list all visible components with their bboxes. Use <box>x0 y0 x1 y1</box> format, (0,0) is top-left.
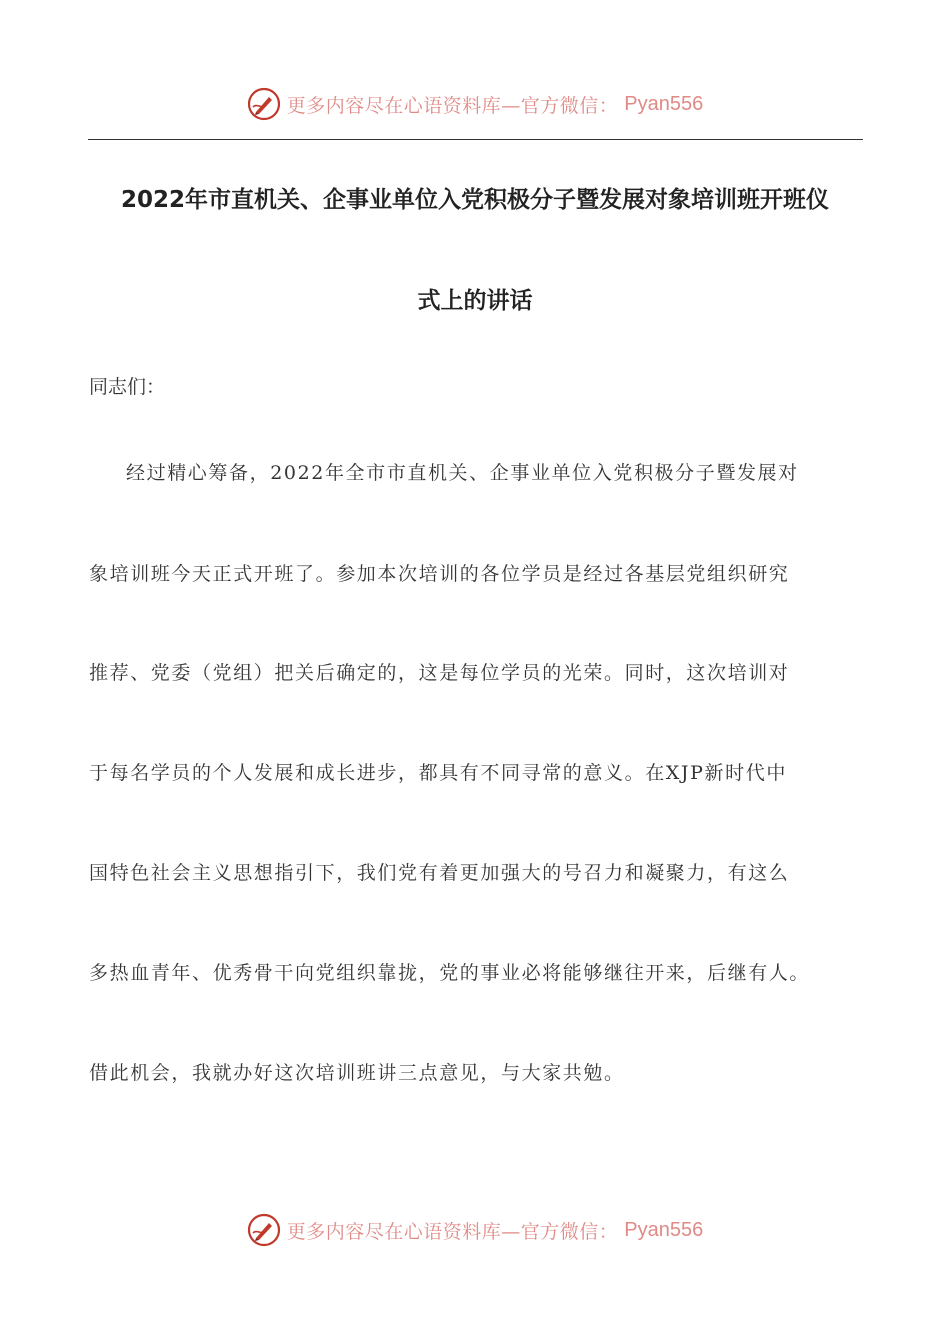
body-line-7: 借此机会，我就办好这次培训班讲三点意见，与大家共勉。 <box>89 1062 625 1084</box>
watermark-handle: Pyan556 <box>624 92 704 115</box>
body-line-1: 经过精心筹备，2022年全市市直机关、企事业单位入党积极分子暨发展对 <box>126 462 799 484</box>
watermark-handle: Pyan556 <box>624 1218 704 1241</box>
document-title-line-1: 2022年市直机关、企事业单位入党积极分子暨发展对象培训班开班仪 <box>120 187 829 213</box>
watermark-text: 更多内容尽在心语资料库—官方微信： <box>286 94 619 117</box>
header-watermark <box>0 84 950 124</box>
body-line-3: 推荐、党委（党组）把关后确定的，这是每位学员的光荣。同时，这次培训对 <box>89 662 790 684</box>
header-divider <box>88 139 863 140</box>
body-line-2: 象培训班今天正式开班了。参加本次培训的各位学员是经过各基层党组织研究 <box>89 563 790 585</box>
footer-watermark <box>0 1210 950 1250</box>
body-line-6: 多热血青年、优秀骨干向党组织靠拢，党的事业必将能够继往开来，后继有人。 <box>89 962 811 984</box>
pen-icon <box>247 1213 281 1247</box>
watermark-text: 更多内容尽在心语资料库—官方微信： <box>286 1220 619 1243</box>
body-line-4: 于每名学员的个人发展和成长进步，都具有不同寻常的意义。在XJP新时代中 <box>89 762 787 784</box>
salutation: 同志们： <box>89 376 166 398</box>
document-title-line-2: 式上的讲话 <box>417 288 533 314</box>
body-line-5: 国特色社会主义思想指引下，我们党有着更加强大的号召力和凝聚力，有这么 <box>89 862 790 884</box>
pen-icon <box>247 87 281 121</box>
